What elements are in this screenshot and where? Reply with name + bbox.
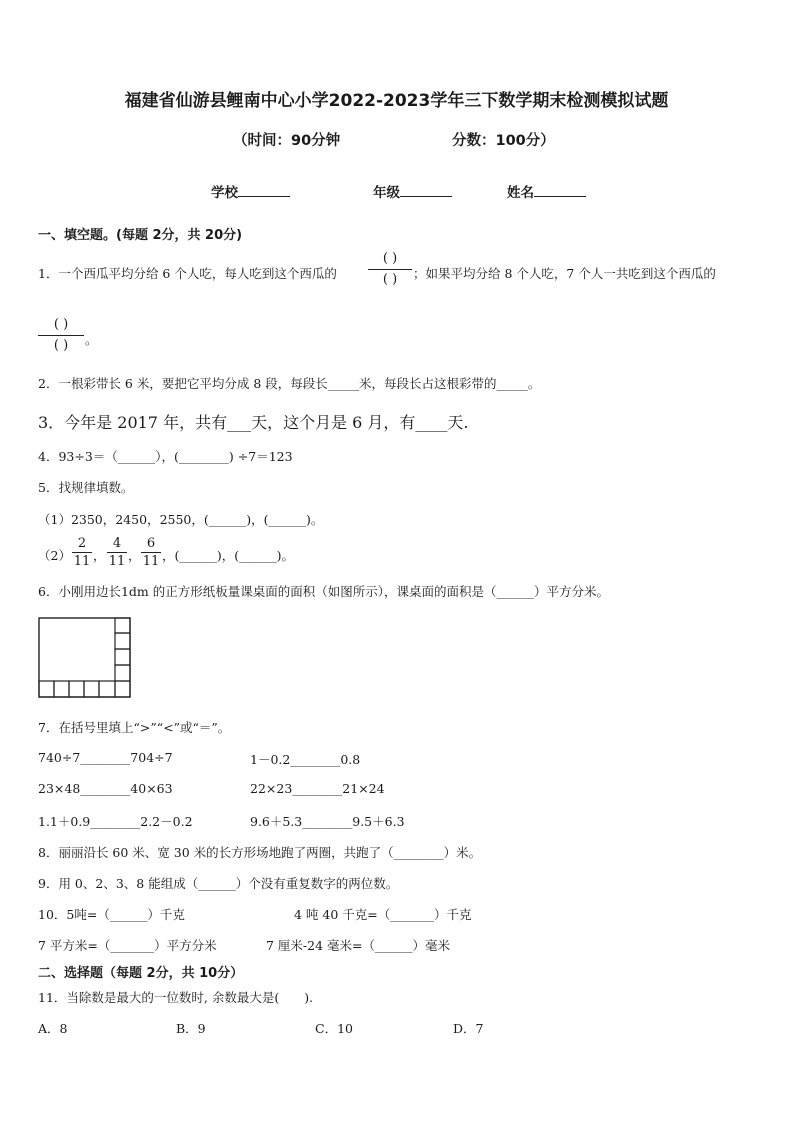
grade-label: 年级 [373, 185, 400, 201]
q10-b: 4 吨 40 千克=（_______）千克 [294, 907, 472, 922]
fraction-numerator-blank: ( ) [382, 251, 398, 266]
option-d[interactable]: D．7 [453, 1021, 484, 1036]
option-c[interactable]: C．10 [315, 1021, 353, 1036]
q3: 3．今年是 2017 年，共有___天，这个月是 6 月，有____天. [38, 413, 469, 432]
option-b[interactable]: B．9 [176, 1021, 206, 1036]
q5-2-prefix: （2） [38, 548, 71, 563]
q10-d: 7 厘米-24 毫米=（______）毫米 [266, 938, 451, 953]
option-a[interactable]: A．8 [38, 1021, 68, 1036]
q5-fraction-1: 2 11 [73, 536, 91, 569]
q7-row1-right: 1－0.2________0.8 [250, 752, 361, 767]
school-label: 学校 [211, 185, 238, 201]
q7-row2-left: 23×48________40×63 [38, 781, 173, 796]
section1-heading: 一、填空题。(每题 2分，共 20分) [38, 228, 243, 243]
q1-part1: 1．一个西瓜平均分给 6 个人吃，每人吃到这个西瓜的 [38, 266, 337, 281]
q8: 8．丽丽沿长 60 米、宽 30 米的长方形场地跑了两圈，共跑了（________）米。 [38, 845, 482, 860]
q5: 5．找规律填数。 [38, 480, 134, 495]
comma: ， [93, 548, 106, 563]
grade-field[interactable] [373, 181, 452, 201]
q1-period: 。 [85, 332, 98, 347]
section2-heading: 二、选择题（每题 2分，共 10分） [38, 966, 244, 981]
q2: 2．一根彩带长 6 米，要把它平均分成 8 段，每段长_____米，每段长占这根彩带的_____。 [38, 376, 541, 391]
exam-time: （时间：90分钟 [233, 133, 341, 149]
q1-fraction-1[interactable] [368, 250, 412, 289]
q7-row1-left: 740÷7________704÷7 [38, 750, 173, 765]
q10-a: 10．5吨=（______）千克 [38, 907, 185, 922]
q7: 7．在括号里填上“>”“<”或“＝”。 [38, 720, 231, 735]
q9: 9．用 0、2、3、8 能组成（______）个没有重复数字的两位数。 [38, 876, 399, 891]
q6: 6．小刚用边长1dm 的正方形纸板量课桌面的面积（如图所示），课桌面的面积是（______）平方分米。 [38, 584, 609, 599]
q10-c: 7 平方米=（_______）平方分米 [38, 938, 217, 953]
desk-area-figure [38, 617, 132, 699]
fraction-denominator-blank: ( ) [382, 272, 398, 287]
fraction-denominator-blank: ( ) [53, 338, 69, 353]
q1-part2: ；如果平均分给 8 个人吃，7 个人一共吃到这个西瓜的 [413, 266, 716, 281]
q11: 11．当除数是最大的一位数时, 余数最大是( ). [38, 990, 314, 1005]
q1-fraction-2[interactable] [38, 316, 84, 355]
comma: ， [128, 548, 141, 563]
q5-fraction-3: 6 11 [142, 536, 160, 569]
q5-1: （1）2350，2450，2550，(______)，(______)。 [38, 512, 324, 527]
q4: 4．93÷3＝（______），(________) ÷7＝123 [38, 449, 293, 464]
page-title: 福建省仙游县鲤南中心小学2022-2023学年三下数学期末检测模拟试题 [124, 91, 669, 111]
fraction-numerator-blank: ( ) [53, 317, 69, 332]
q5-fraction-2: 4 11 [108, 536, 126, 569]
name-label: 姓名 [507, 185, 534, 201]
q7-row3-left: 1.1＋0.9________2.2－0.2 [38, 814, 193, 829]
q7-row3-right: 9.6＋5.3________9.5＋6.3 [250, 814, 405, 829]
school-field[interactable] [211, 181, 290, 201]
q7-row2-right: 22×23________21×24 [250, 781, 385, 796]
q5-2-suffix: ，(______)，(______)。 [162, 548, 295, 563]
name-field[interactable] [507, 181, 586, 201]
exam-score: 分数：100分） [452, 133, 555, 149]
